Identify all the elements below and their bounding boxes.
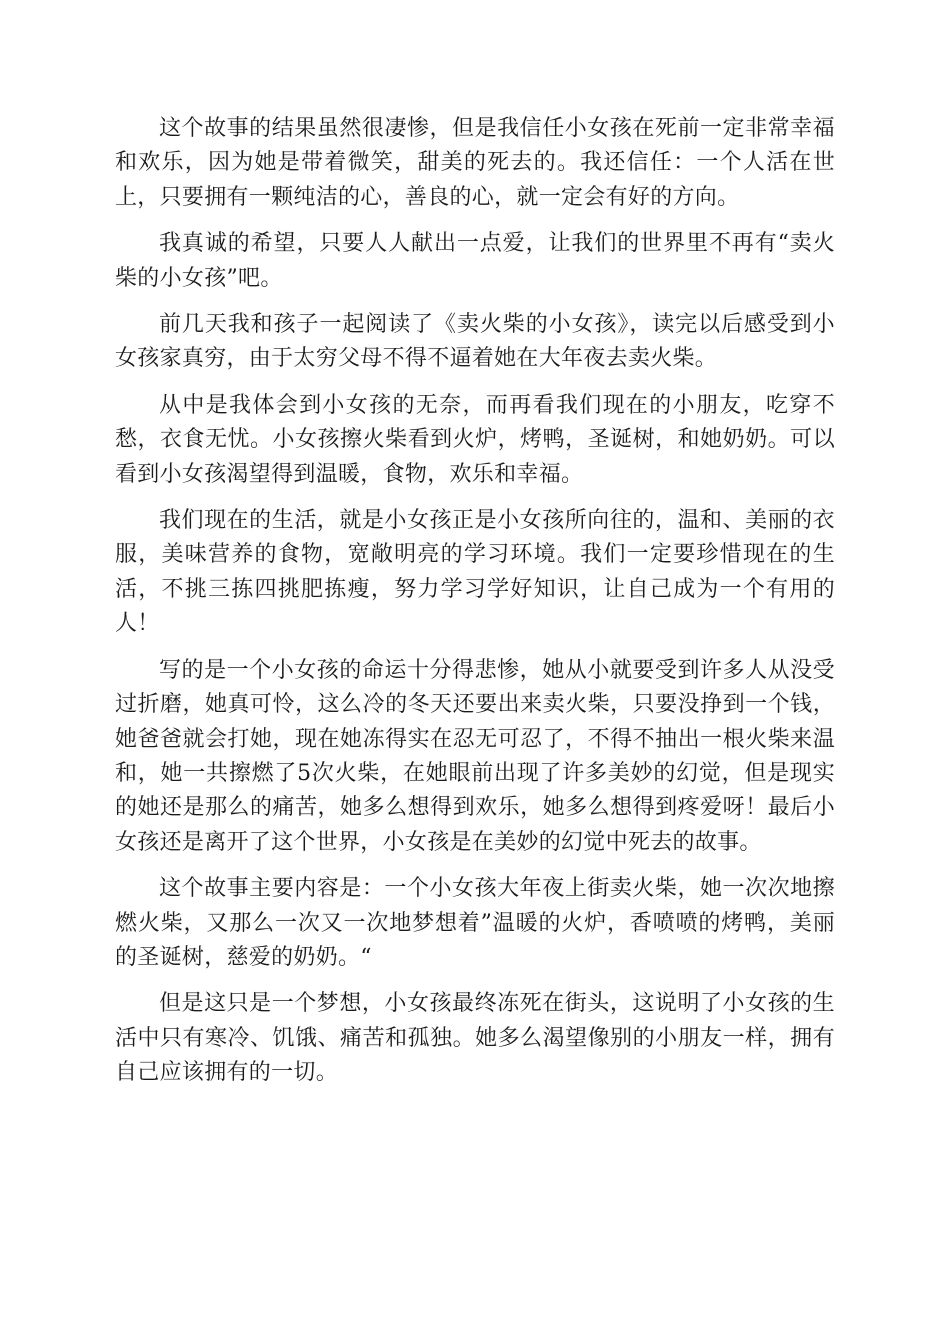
paragraph-7: 这个故事主要内容是：一个小女孩大年夜上街卖火柴，她一次次地擦燃火柴，又那么一次又一次地梦想着”温暖的火炉，香喷喷的烤鸭，美丽的圣诞树，慈爱的奶奶。“ [115,876,835,970]
paragraph-1: 这个故事的结果虽然很凄惨，但是我信任小女孩在死前一定非常幸福和欢乐，因为她是带着微笑，甜美的死去的。我还信任：一个人活在世上，只要拥有一颗纯洁的心，善良的心，就一定会有好的方向。 [115,116,835,210]
paragraph-2: 我真诚的希望，只要人人献出一点爱，让我们的世界里不再有“卖火柴的小女孩”吧。 [115,231,835,291]
paragraph-6: 写的是一个小女孩的命运十分得悲惨，她从小就要受到许多人从没受过折磨，她真可怜，这么冷的冬天还要出来卖火柴，只要没挣到一个钱，她爸爸就会打她，现在她冻得实在忍无可忍了，不得不抽出一根火柴来温和，她一共擦燃了5次火柴，在她眼前出现了许多美妙的幻觉，但是现实的她还是那么的痛苦，她多么想得到欢乐，她多么想得到疼爱呀！最后小女孩还是离开了这个世界，小女孩是在美妙的幻觉中死去的故事。 [115,657,835,855]
document-body [115,112,835,1103]
paragraph-4: 从中是我体会到小女孩的无奈，而再看我们现在的小朋友，吃穿不愁，衣食无忧。小女孩擦火柴看到火炉，烤鸭，圣诞树，和她奶奶。可以看到小女孩渴望得到温暖，食物，欢乐和幸福。 [115,392,835,487]
paragraph-8: 但是这只是一个梦想，小女孩最终冻死在街头，这说明了小女孩的生活中只有寒冷、饥饿、痛苦和孤独。她多么渴望像别的小朋友一样，拥有自己应该拥有的一切。 [115,991,835,1086]
paragraph-5: 我们现在的生活，就是小女孩正是小女孩所向往的，温和、美丽的衣服，美味营养的食物，宽敞明亮的学习环境。我们一定要珍惜现在的生活，不挑三拣四挑肥拣瘦，努力学习学好知识，让自己成为一个有用的人！ [115,508,835,637]
paragraph-3: 前几天我和孩子一起阅读了《卖火柴的小女孩》，读完以后感受到小女孩家真穷，由于太穷父母不得不逼着她在大年夜去卖火柴。 [115,312,835,372]
